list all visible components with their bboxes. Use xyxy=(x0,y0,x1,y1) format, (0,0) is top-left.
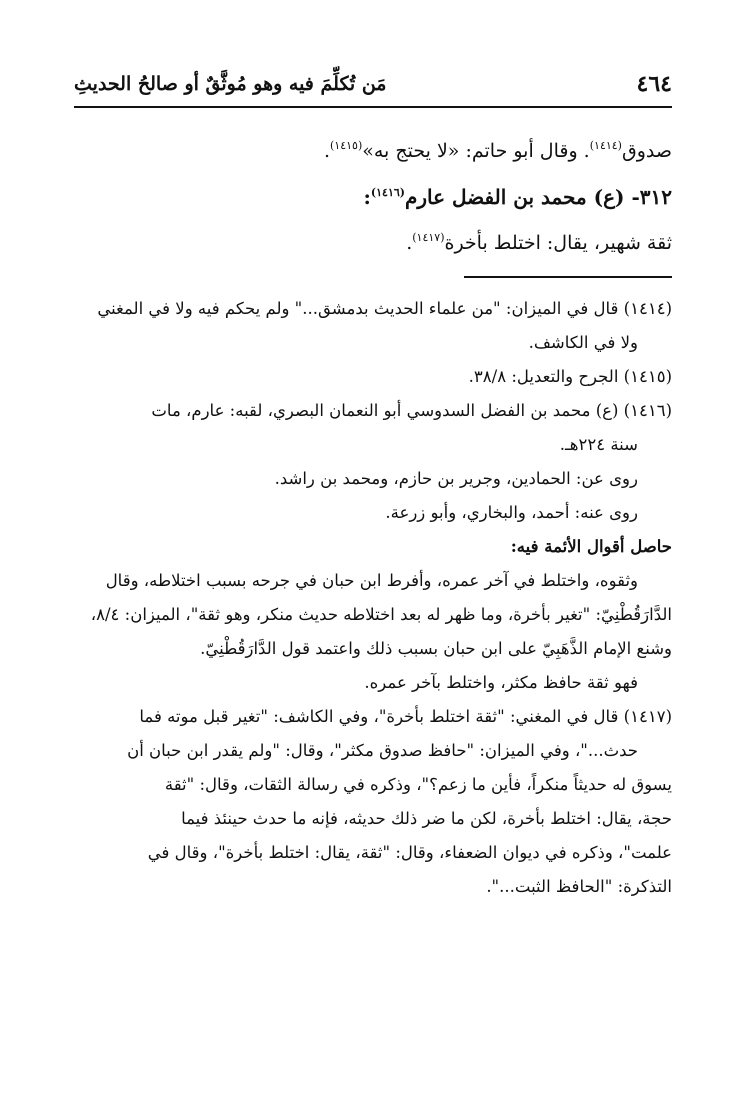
footnote-1416-summary-1: وثقوه، واختلط في آخر عمره، وأفرط ابن حبان في جرحه بسبب اختلاطه، وقال xyxy=(105,571,638,590)
main-line-1-text: صدوق xyxy=(621,140,672,162)
footnote-1415: (١٤١٥) الجرح والتعديل: ٣٨/٨. xyxy=(468,367,672,386)
page-number: ٤٦٤ xyxy=(636,71,672,97)
footnote-1416-subheading: حاصل أقوال الأئمة فيه: xyxy=(510,537,672,556)
footnote-divider xyxy=(464,276,672,278)
main-line-3-end: . xyxy=(406,232,413,254)
footnote-1417-cont-5: التذكرة: "الحافظ الثبت...". xyxy=(486,877,672,896)
main-line-1 xyxy=(74,128,672,174)
entry-heading-text: ٣١٢- (ع) محمد بن الفضل عارم xyxy=(404,185,672,209)
entry-heading xyxy=(74,174,672,220)
footnote-1414: (١٤١٤) قال في الميزان: "من علماء الحديث بدمشق..." ولم يحكم فيه ولا في المغني xyxy=(97,299,672,318)
main-line-1-mid: . وقال أبو حاتم: «لا يحتج به» xyxy=(362,140,590,162)
running-header xyxy=(74,62,672,108)
footnote-ref-1416: (١٤١٦) xyxy=(370,186,405,199)
footnote-1417-cont-1: حدث..."، وفي الميزان: "حافظ صدوق مكثر"، وقال: "ولم يقدر ابن حبان أن xyxy=(127,741,638,760)
footnote-ref-1415: (١٤١٥) xyxy=(330,139,363,152)
footnote-1416-narrated-from: روى عن: الحمادين، وجرير بن حازم، ومحمد بن راشد. xyxy=(274,469,638,488)
footnotes xyxy=(74,292,672,904)
footnote-1416-cont: سنة ٢٢٤هـ. xyxy=(559,435,638,454)
footnote-1416-narrators: روى عنه: أحمد، والبخاري، وأبو زرعة. xyxy=(385,503,638,522)
footnote-1417-cont-2: يسوق له حديثاً منكراً، فأين ما زعم؟"، وذكره في رسالة الثقات، وقال: "ثقة xyxy=(164,775,672,794)
entry-heading-colon: : xyxy=(363,185,371,209)
footnote-1416-conclusion: فهو ثقة حافظ مكثر، واختلط بآخر عمره. xyxy=(364,673,638,692)
main-line-3 xyxy=(74,220,672,266)
footnote-1414-cont: ولا في الكاشف. xyxy=(528,333,638,352)
footnote-1416-summary-3: وشنع الإمام الذَّهَبِيّ على ابن حبان بسبب ذلك واعتمد قول الدَّارَقُطْنِيّ. xyxy=(200,639,672,658)
footnote-1416: (١٤١٦) (ع) محمد بن الفضل السدوسي أبو النعمان البصري، لقبه: عارم، مات xyxy=(151,401,672,420)
footnote-1417-cont-3: حجة، يقال: اختلط بأخرة، لكن ما ضر ذلك حديثه، فإنه ما حدث حينئذ فيما xyxy=(181,809,672,828)
footnote-ref-1414: (١٤١٤) xyxy=(589,139,622,152)
main-line-1-end: . xyxy=(323,140,330,162)
main-line-3-text: ثقة شهير، يقال: اختلط بأخرة xyxy=(444,232,672,254)
footnote-1416-summary-2: الدَّارَقُطْنِيّ: "تغير بأخرة، وما ظهر له بعد اختلاطه حديث منكر، وهو ثقة"، الميزان: ٨/٤، xyxy=(90,605,672,624)
footnote-1417-cont-4: علمت"، وذكره في ديوان الضعفاء، وقال: "ثقة، يقال: اختلط بأخرة"، وقال في xyxy=(147,843,672,862)
footnote-ref-1417: (١٤١٧) xyxy=(412,231,445,244)
footnote-1417: (١٤١٧) قال في المغني: "ثقة اختلط بأخرة"، وفي الكاشف: "تغير قبل موته فما xyxy=(139,707,672,726)
main-text xyxy=(74,128,672,266)
chapter-title: مَن تُكلِّمَ فيه وهو مُوثَّقٌ أو صالحُ الحديثِ xyxy=(74,73,387,95)
